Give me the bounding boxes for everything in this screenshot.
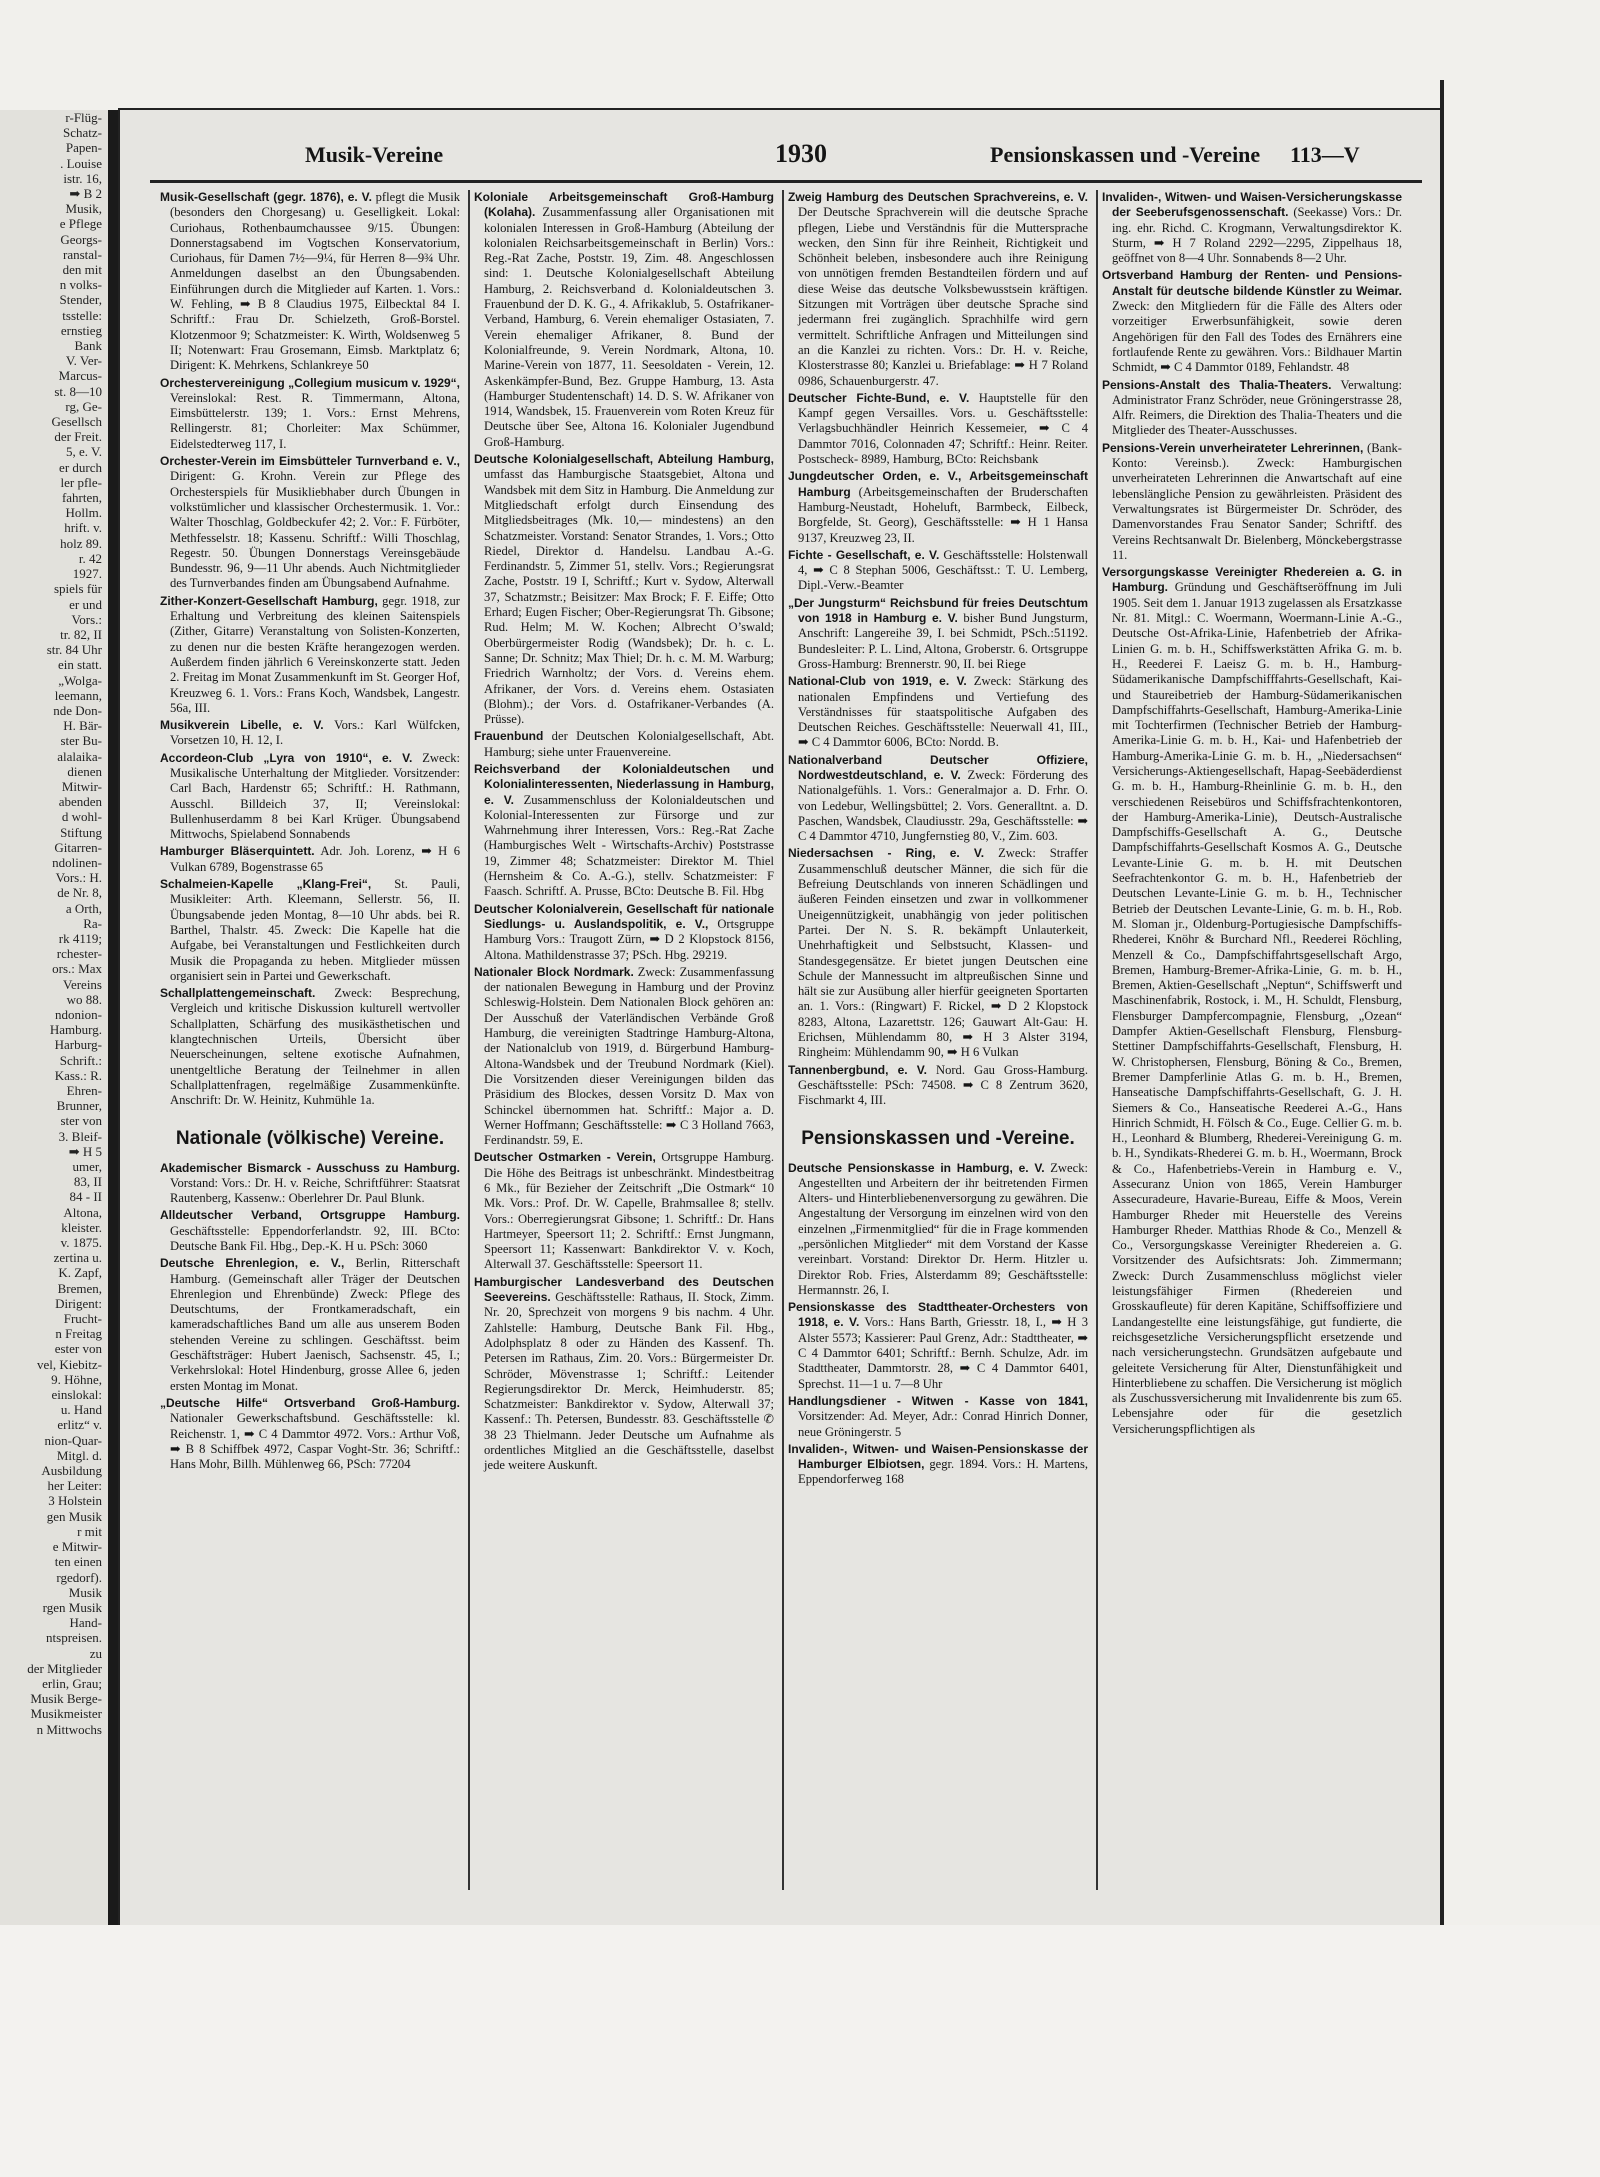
sliver-line: ler pfle- <box>60 474 102 490</box>
entry-name: Handlungsdiener - Witwen - Kasse von 1841, <box>788 1393 1088 1408</box>
directory-entry <box>788 548 1088 594</box>
entry-text: Geschäftsstelle: Rathaus, II. Stock, Zimm. Nr. 20, Sprechzeit von morgens 9 bis nachm. 4 Uhr. Zahlstelle: Hamburg, Deutsche Bank Fil. Hbg., Adolphsplatz 8 oder zu Händen des Kassenf. Th. Petersen im Rathaus, Zim. 20. Vors.: Bürgermeister Dr. Schröder, Mövenstrasse 1; Schriftf.: Leitender Regierungsdirektor Dr. Merck, Heimhuderstr. 85; Schatzmeister: Bankdirektor v. Sydow, Alterwall 37; Kassenf.: Th. Petersen, Bundesstr. 83. Geschäftsstelle ✆ 38 23 Thielmann. Jeder Deutsche um Aufnahme als ordentliches Mitglied an die Geschäftsstelle, daselbst jede weitere Auskunft. <box>484 1290 774 1473</box>
section-heading: Pensionskassen und -Vereine. <box>801 1127 1075 1149</box>
entry-name: National-Club von 1919, e. V. <box>788 674 967 689</box>
sliver-line: Altona, <box>63 1204 102 1220</box>
column-1 <box>160 190 460 1890</box>
sliver-line: Mitwir- <box>61 778 102 794</box>
entry-text: Nationaler Gewerkschaftsbund. Geschäftsstelle: kl. Reichenstr. 1, ➡ C 4 Dammtor 4972. Vors.: Arthur Voß, ➡ B 8 Schiffbek 4972, Caspar Voght-Str. 36; Schriftf.: Hans Mohr, Billh. Mühlenweg 66, PSch: 77204 <box>170 1411 460 1472</box>
directory-entry <box>160 1208 460 1254</box>
directory-entry <box>474 190 774 450</box>
entry-text: (Seekasse) Vors.: Dr. ing. ehr. Richd. C. Krogmann, Verwaltungsdirektor K. Sturm, ➡ H 7 Roland 2292—2295, Zippelhaus 18, geöffnet von 8—4 Uhr. Sonnabends 8—2 Uhr. <box>1112 205 1402 266</box>
sliver-line: n Mittwochs <box>36 1721 102 1737</box>
entry-text: Berlin, Ritterschaft Hamburg. (Gemeinschaft aller Träger der Deutschen Ehrenlegion und Ehrenbünde) Zweck: Pflege des Deutschtums, der Frontkameradschaft, ein kameradschaftliches Band um alle aus unserem Boden stehenden Vereine zu schlingen. Geschäftsst. beim Geschäftsträger: Hubert Jaenisch, Sachsenstr. 45, I.; Verkehrslokal: Hotel Hindenburg, grosse Allee 6, jeden ersten Montag im Monat. <box>170 1256 460 1393</box>
entry-text: Geschäftsstelle: Eppendorferlandstr. 92, III. BCto: Deutsche Bank Fil. Hbg., Dep.-K. H u. PSch: 3060 <box>170 1223 460 1253</box>
column-rule <box>468 190 470 1890</box>
sliver-line: rgen Musik <box>42 1599 102 1615</box>
sliver-line: spiels für <box>53 581 102 597</box>
sliver-line: 9. Höhne, <box>51 1371 102 1387</box>
entry-name: Zweig Hamburg des Deutschen Sprachvereins, e. V. <box>788 190 1088 204</box>
sliver-line: r mit <box>77 1523 102 1539</box>
entry-name: Akademischer Bismarck - Ausschuss zu Hamburg. <box>160 1160 460 1175</box>
sliver-line: Brunner, <box>56 1098 102 1114</box>
sliver-line: r-Flüg- <box>65 110 102 125</box>
sliver-line: Hollm. <box>65 505 102 521</box>
directory-entry <box>788 1394 1088 1440</box>
directory-entry <box>160 718 460 749</box>
sliver-line: wo 88. <box>66 991 102 1007</box>
sliver-line: er und <box>69 596 102 612</box>
entry-name: Hamburger Bläserquintett. <box>160 844 315 859</box>
sliver-line: Schatz- <box>63 125 102 141</box>
sliver-line: . Louise <box>60 155 102 171</box>
sliver-line: der Mitglieder <box>27 1660 102 1676</box>
entry-text: Zweck: Förderung des Nationalgefühls. 1. Vors.: Generalmajor a. D. Frhr. O. von Ledebur, Wellingsbüttel; 2. Vors. Generalltnt. a. D. Paschen, Wandsbek, Claudiusstr. 29a, Geschäftsstelle: ➡ C 4 Dammtor 4710, Jungfernstieg 80, V., Zim. 603. <box>798 767 1088 844</box>
sliver-line: nde Don- <box>53 702 102 718</box>
directory-entry <box>788 1300 1088 1392</box>
sliver-line: erlitz“ v. <box>57 1417 102 1433</box>
sliver-line: ster von <box>60 1113 102 1129</box>
entry-name: Tannenbergbund, e. V. <box>788 1062 927 1077</box>
entry-text: Gründung und Geschäftseröffnung im Juli 1905. Seit dem 1. Januar 1913 zugelassen als Ersatzkasse Nr. 81. Mitgl.: C. Woermann, Woermann-Linie A.-G., Deutsche Ost-Afrika-Linie, Hafenbetrieb der Afrika-Linien G. m. b. H., Schiffswerkstätten Afrika G. m. b. H., Reederei F. Laeisz G. m. b. H., Hamburg-Südamerikanische Dampfschifffahrts-Gesellschaft, Kai- und Staureibetrieb der Hamburg-Südamerikanischen Dampfschiffahrts-Gesellschaft, Hamburg-Amerika-Linie mit Tochterfirmen (Technischer Betrieb der Hamburg-Amerika-Linie G. m. b. H., Kai- und Hafenbetrieb der Hamburg-Amerika-Linie G. m. b. H., „Niedersachsen“ Versicherungs-Aktiengesellschaft, Hapag-Seebäderdienst G. m. b. H., Hamburg-Rheinlinie G. m. b. H., den verschiedenen Reisebüros und Schiffsfrachtenkontoren, der Hamburg-Amerika-Linie), Deutsch-Australische Dampfschiffs-Gesellschaft A. G., Deutsche Dampfschiffahrts-Gesellschaft Kosmos A. G., Deutsche Levante-Linie G. m. b. H. mit Deutschen Seefrachtenkontor G. m. b. H., Hafenbetrieb der Deutschen Levante-Linie G. m. b. H., Technischer Betrieb der Deutschen Levante-Linie, G. m. b. H., Rob. M. Sloman jr., Oldenburg-Portugiesische Dampfschiffs-Rhederei, Knöhr & Burchard Nfl., Reederei Röchling, Menzell & Co., Dampfschiffahrtsgesellschaft Argo, Bremen, Hamburg-Bremer-Afrika-Linie, G. m. b. H., Bremen, Aktien-Gesellschaft „Neptun“, Schiffswerft und Maschinenfabrik, Rostock, i. M., H. Schuldt, Flensburg, Flensburger Dampfercompagnie, Flensburg, „Ozean“ Dampfer Aktien-Gesellschaft Flensburg, Flensburg-Stettiner Dampfschiffahrts-Gesellschaft, Flensburg, H. W. Christophersen, Flensburg, Böning & Co., Bremen, Bremer Dampferlinie Atlas G. m. b. H., Bremen, Hanseatische Dampfschiffahrts-Gesellschaft, G. J. H. Siemers & Co., Hanseatische Reederei A.-G., Hans Hinrich Schmidt, H. Fölsch & Co., Euge. Cellier G. m. b. H., Leonhard & Blumberg, Rhederei-Vereinigung G. m. b. H., Syndikats-Rhederei G. m. b. H., Woermann, Brock & Co., Hafenbetriebs-Verein in Hamburg e. V., Assecuranz Union von 1865, Verein Hamburger Assecuradeure, Havarie-Bureau, Eiffe & Moos, Verein Hamburger Rheder mit Heuerstelle des Vereins Hamburger Rheder. Matthias Rhode & Co., Menzell & Co., Versorgungskasse Vereinigter Rhedereien a. G. Vorsitzender des Aufsichtsrats: Joh. Zimmermann; Zweck: Durch Zusammenschluss möglichst vieler leistungsfähiger Firmen (Rhedereien und Grosskaufleute) für deren Kapitäne, Schiffsoffiziere und Landangestellte eine leistungsfähige, gut fundierte, die reichsgesetzliche Versicherungspflicht ersetzende und nach versicherungstechn. Grundsätzen aufgebaute und geleitete Versicherung für Alter, Dienstunfähigkeit und Hinterbliebene zu schaffen. Die Versicherung ist möglich als Zuschussversicherung mit Invalidenrente bis zum 65. Lebensjahre oder für die gesetzlich Versicherungspflichtigen als <box>1112 580 1402 1436</box>
directory-entry <box>160 594 460 716</box>
entry-name: Accordeon-Club „Lyra von 1910“, e. V. <box>160 750 413 765</box>
directory-entry <box>160 877 460 984</box>
directory-entry <box>788 391 1088 467</box>
sliver-line: nion-Quar- <box>44 1432 102 1448</box>
entry-text: Hauptstelle für den Kampf gegen Versailles. Vors. u. Geschäftsstelle: Verlagsbuchhändler Heinrich Kessemeier, ➡ C 4 Dammtor 7016, Colonnaden 47; Schriftf.: Heinr. Reiter. Postscheck- 8989, Hamburg, BCto: Reichsbank <box>798 390 1088 467</box>
sliver-line: Ehren- <box>66 1083 102 1098</box>
entry-name: Deutsche Ehrenlegion, e. V., <box>160 1256 345 1271</box>
sliver-line: Musik <box>68 1584 102 1600</box>
entry-text: Vereinslokal: Rest. R. Timmermann, Altona, Eimsbüttelerstr. 139; 1. Vors.: Ernst Mehrens, Rellingerstr. 81; Chorleiter: Max Schümmer, Eidelstedterweg 117, I. <box>170 390 460 451</box>
directory-entry <box>474 762 774 900</box>
entry-name: Deutscher Fichte-Bund, e. V. <box>788 390 970 405</box>
sliver-line: r. 42 <box>78 550 102 566</box>
book-gutter <box>108 110 120 1925</box>
entry-name: Versorgungskasse Vereinigter Rhedereien a. G. in Hamburg. <box>1102 565 1402 595</box>
directory-entry <box>160 1396 460 1472</box>
scan-margin <box>0 1925 1600 2177</box>
sliver-line: n Freitag <box>55 1326 102 1342</box>
section-heading: Nationale (völkische) Vereine. <box>175 1127 445 1149</box>
entry-name: Koloniale Arbeitsgemeinschaft Groß-Hamburg (Kolaha). <box>474 190 774 220</box>
sliver-line: Vereins <box>63 976 102 992</box>
sliver-line: ➡ B 2 <box>69 186 102 202</box>
sliver-line: fahrten, <box>61 490 102 506</box>
sliver-line: 1927. <box>72 566 102 582</box>
sliver-line: istr. 16, <box>63 170 102 186</box>
directory-entry <box>160 844 460 875</box>
entry-name: „Der Jungsturm“ Reichsbund für freies Deutschtum von 1918 in Hamburg e. V. <box>788 595 1088 626</box>
entry-name: Nationalverband Deutscher Offiziere, Nordwestdeutschland, e. V. <box>788 752 1088 782</box>
sliver-line: e Mitwir- <box>52 1539 102 1555</box>
sliver-line: Musik, <box>65 201 102 217</box>
sliver-line: dienen <box>67 763 102 779</box>
sliver-line: ➡ H 5 <box>68 1143 102 1159</box>
sliver-line: rchester- <box>56 946 102 962</box>
sliver-line: Musik Berge- <box>30 1691 102 1707</box>
sliver-line: Hand- <box>69 1615 102 1631</box>
entry-name: Schallplattengemeinschaft. <box>160 986 316 1001</box>
entry-name: Alldeutscher Verband, Ortsgruppe Hamburg. <box>160 1208 460 1223</box>
sliver-line: 84 - II <box>69 1189 102 1205</box>
entry-text: Zweck: Stärkung des nationalen Empfindens und Vertiefung des Verständnisses für staatspolitische Aufgaben des Deutschen Reiches. Geschäftsstelle: Neuerwall 41, III., ➡ C 4 Dammtor 6006, BCto: Nordd. B. <box>798 674 1088 750</box>
sliver-line: ernstieg <box>60 322 102 338</box>
sliver-line: Bremen, <box>57 1280 102 1296</box>
sliver-line: Gesellsch <box>51 414 102 430</box>
sliver-line: Dirigent: <box>55 1295 102 1311</box>
entry-name: Pensions-Verein unverheirateter Lehrerinnen, <box>1102 440 1364 455</box>
page-edge <box>1440 80 1444 1940</box>
sliver-line: e Pflege <box>59 216 102 232</box>
directory-entry <box>474 965 774 1149</box>
directory-entry <box>1102 565 1402 1437</box>
directory-entry <box>474 452 774 727</box>
sliver-line: H. Bär- <box>63 718 102 734</box>
entry-name: Musik-Gesellschaft (gegr. 1876), e. V. <box>160 190 372 204</box>
directory-entry <box>788 1063 1088 1109</box>
sliver-line: kleister. <box>61 1219 102 1235</box>
sliver-line: ester von <box>54 1341 102 1357</box>
entry-text: Vorstand: Vors.: Dr. H. v. Reiche, Schriftführer: Staatsrat Rautenberg, Kassenw.: Oberlehrer Dr. Paul Blunk. <box>170 1175 460 1206</box>
entry-text: gegr. 1894. Vors.: H. Martens, Eppendorferweg 168 <box>798 1457 1088 1487</box>
directory-entry <box>160 1161 460 1207</box>
sliver-line: Marcus- <box>58 368 102 384</box>
directory-entry <box>160 751 460 843</box>
sliver-line: einslokal: <box>51 1387 102 1403</box>
entry-text: Zweck: Musikalische Unterhaltung der Mitglieder. Vorsitzender: Carl Bach, Hardenstr 65; Schriftf.: H. Rathmann, Ausschl. Billdeich 37, II; Vereinslokal: Bullenhuserdamm 8 bei Karl Krüger. Übungsabend Mittwochs, Spielabend Sonnabends <box>170 750 460 842</box>
directory-entry <box>1102 378 1402 439</box>
sliver-line: K. Zapf, <box>58 1265 102 1281</box>
sliver-line: 3 Holstein <box>48 1493 102 1509</box>
sliver-line: str. 84 Uhr <box>46 642 102 658</box>
sliver-line: Harburg- <box>54 1037 102 1053</box>
sliver-line: 3. Bleif- <box>58 1128 102 1144</box>
directory-entry <box>788 753 1088 845</box>
entry-text: Zusammenfassung aller Organisationen mit kolonialen Interessen in Groß-Hamburg (Abteilung der kolonialen Reichsarbeitsgemeinschaft in Berlin) Vors.: Reg.-Rat Zache, Poststr. 19, Zim. 48. Angeschlossen sind: 1. Deutsche Kolonialgesellschaft Abteilung Hamburg, 2. Reichsverband d. Kolonialdeutschen 3. Frauenbund der D. K. G., 4. Afrikaklub, 5. Ostafrikaner-Verband, Hamburg, 6. Verein ehemaliger Ostasiaten, 7. Verein ehemaliger Afrikaner, 8. Bund der Kolonialfreunde, 9. Verein Nordmark, Altona, 10. Marine-Verein von 1877, 11. Seesoldaten - Verein, 12. Askenkämpfer-Bund, Bez. Gruppe Hamburg, 13. Asta (Hamburger Studentenschaft) 14. D. S. W. Afrikaner von 1914, Wandsbek, 15. Frauenverein vom Roten Kreuz für Deutsche über See, Altona 16. Kolonialer Jugendbund Groß-Hamburg. <box>484 205 774 449</box>
entry-name: Fichte - Gesellschaft, e. V. <box>788 547 940 562</box>
entry-text: Adr. Joh. Lorenz, ➡ H 6 Vulkan 6789, Bogenstrasse 65 <box>170 844 460 874</box>
sliver-line: u. Hand <box>60 1402 102 1418</box>
sliver-line: de Nr. 8, <box>57 885 102 901</box>
column-3 <box>788 190 1088 1890</box>
directory-entry <box>1102 190 1402 266</box>
directory-entry <box>160 986 460 1108</box>
directory-entry <box>1102 441 1402 563</box>
entry-text: Ortsgruppe Hamburg. Die Höhe des Beitrags ist unbeschränkt. Mindestbeitrag 6 Mk., für Bezieher der Zeitschrift „Die Ostmark“ 10 Mk. Vors.: Prof. Dr. W. Capelle, Brahmsallee 8; stellv. Vors.: Oberregierungsrat Gibsone; 1. Schriftf.: Dr. Hans Hartmeyer, Speersort 11; 2. Schriftf.: Ernst Jungmann, Speersort 11; Kassenwart: Bankdirektor V. v. Koch, Alterwall 37. Geschäftsstelle: Speersort 11. <box>484 1150 774 1272</box>
sliver-line: Vors.: H. <box>55 870 102 886</box>
sliver-line: Schrift.: <box>59 1052 102 1068</box>
entry-name: Niedersachsen - Ring, e. V. <box>788 846 985 861</box>
directory-entry <box>160 454 460 592</box>
entry-text: Nord. Gau Gross-Hamburg. Geschäftsstelle: PSch: 74508. ➡ C 8 Zentrum 3620, Fischmarkt 4, III. <box>798 1062 1088 1108</box>
sliver-line: Papen- <box>65 140 102 156</box>
entry-name: Reichsverband der Kolonialdeutschen und Kolonialinteressenten, Niederlassung in Hamburg, e. V. <box>474 761 774 807</box>
entry-name: Nationaler Block Nordmark. <box>474 964 634 979</box>
sliver-line: V. Ver- <box>65 353 102 369</box>
sliver-line: d wohl- <box>61 809 102 825</box>
directory-entry <box>160 1256 460 1394</box>
directory-entry <box>1102 268 1402 375</box>
entry-text: Zweck: Besprechung, Vergleich und kritische Diskussion kulturell wertvoller Schallplatten, Schärfung des musikästhetischen und klangtechnischen Urteils, Übersicht über Neuerscheinungen, seltene exotische Aufnahmen, unentgeltliche Beratung der Teilnehmer in allen Schallplattenfragen, regelmäßige Zusammenkünfte. Anschrift: Dr. W. Heinitz, Kuhmühle 1a. <box>170 986 460 1108</box>
sliver-line: Stender, <box>59 292 102 308</box>
entry-text: gegr. 1918, zur Erhaltung und Verbreitung des kleinen Saitenspiels (Zither, Gitarre) Veranstaltung von Solisten-Konzerten, zu denen nur die besten Kräfte herangezogen werden. Außerdem finden jährlich 6 Vereinskonzerte statt. Jeden 2. Freitag im Monat Zusammenkunft im St. Georger Hof, Kreuzweg 6. 1. Vors.: Frans Koch, Wandsbek, Langestr. 56a, III. <box>170 593 460 715</box>
directory-entry <box>474 1150 774 1272</box>
sliver-line: Bank <box>74 338 102 354</box>
directory-entry <box>788 846 1088 1060</box>
sliver-line: Musikmeister <box>30 1706 102 1722</box>
sliver-line: her Leiter: <box>47 1478 102 1494</box>
sliver-line: Frucht- <box>63 1311 102 1327</box>
entry-text: umfasst das Hamburgische Staatsgebiet, Altona und Wandsbek mit dem Sitz in Hamburg. Die Anmeldung zur Mitgliedschaft erfolgt durch Einsendung des Mitgliedsbeitrages (Mk. 10,— mindestens) an den Schatzmeister. Vorstand: Senator Strandes, 1. Vors.; Otto Riedel, Direktor d. Handelsu. Landbau A.-G. Ferdinandstr. 5, Zimmer 51, stellv. Vors.; Regierungsrat Zache, Poststr. 19 I, Schriftf.; Kurt v. Sydow, Alterwall 37, Schatzmstr.; Beisitzer: Max Brock; F. F. Eiffe; Otto Erhard; Eugen Fischer; Ober-Regierungsrat Th. Gibsone; Rud. Helm; M. W. Kochen; Albrecht O’swald; Oberbürgermeister Rodig (Wandsbek); Dr. h. c. L. Sanne; Dr. Schnitz; Max Thiel; Dr. h. c. M. M. Warburg; Friedrich Warnholtz; der Vors. d. Vereins ehem. Afrikaner, der Vors. d. Vereins ehem. Ostasiaten (Blohm).; der Vors. d. Ostafrikaner-Verbandes (A. Prüsse). <box>484 467 774 727</box>
sliver-line: Georgs- <box>60 231 102 247</box>
entry-text: Zweck: Zusammenfassung der nationalen Bewegung in Hamburg und der Provinz Schleswig-Holstein. Dem Nationalen Block gehören an: Der Ausschuß der Vaterländischen Verbände Groß Hamburg, die vereinigten Stadtringe Hamburg-Altona, der Nationalclub von 1919, d. Bürgerbund Hamburg-Altona-Wandsbek und der Treubund Nordmark (Kiel). Die Vorsitzenden dieser Vereinigungen bilden das Präsidium des Blockes, dessen Vorsitz D. Max von Schinckel übernommen hat. Schriftf.: Major a. D. Werner Hoffmann; Geschäftsstelle: ➡ C 3 Holland 7663, Ferdinandstr. 59, E. <box>484 964 774 1148</box>
sliver-line: vel, Kiebitz- <box>37 1356 102 1372</box>
entry-name: Pensions-Anstalt des Thalia-Theaters. <box>1102 377 1332 392</box>
sliver-line: alalaika- <box>57 748 102 764</box>
sliver-line: ndonion- <box>55 1006 102 1022</box>
sliver-line: Hamburg. <box>49 1022 102 1038</box>
sliver-line: Ausbildung <box>41 1463 102 1479</box>
entry-text: Geschäftsstelle: Holstenwall 4, ➡ C 8 Stephan 5006, Geschäftsst.: T. U. Lemberg, Dipl.-Verw.-Beamter <box>798 547 1088 593</box>
sliver-line: rg, Ge- <box>65 398 102 414</box>
entry-text: Vorsitzender: Ad. Meyer, Adr.: Conrad Hinrich Donner, neue Gröningerstr. 5 <box>798 1409 1088 1439</box>
sliver-line: ranstal- <box>63 246 102 262</box>
sliver-line: zu <box>89 1645 102 1661</box>
directory-entry <box>788 1442 1088 1488</box>
entry-name: Zither-Konzert-Gesellschaft Hamburg, <box>160 593 378 608</box>
entry-text: der Deutschen Kolonialgesellschaft, Abt. Hamburg; siehe unter Frauenvereine. <box>484 729 774 759</box>
sliver-line: Gitarren- <box>54 839 102 855</box>
directory-entry <box>788 190 1088 389</box>
sliver-line: ntspreisen. <box>46 1630 102 1646</box>
directory-entry <box>474 729 774 760</box>
sliver-line: er durch <box>59 459 102 475</box>
header-right-title: Pensionskassen und -Vereine <box>990 142 1261 167</box>
header-rule <box>150 180 1422 183</box>
column-rule <box>782 190 784 1890</box>
directory-entry <box>474 1275 774 1474</box>
sliver-line: Kass.: R. <box>54 1067 102 1083</box>
sliver-line: erlin, Grau; <box>42 1675 102 1691</box>
entry-name: Invaliden-, Witwen- und Waisen-Versicherungskasse der Seeberufsgenossenschaft. <box>1102 190 1402 220</box>
directory-entry <box>788 596 1088 672</box>
sliver-line: 5, e. V. <box>66 444 102 460</box>
entry-name: Jungdeutscher Orden, e. V., Arbeitsgemeinschaft Hamburg <box>788 469 1088 499</box>
entry-text: Vors.: Hans Barth, Griesstr. 18, I., ➡ H 3 Alster 5573; Kassierer: Paul Grenz, Adr.: Stadttheater, ➡ C 4 Dammtor 6401; Schriftf.: Bernh. Schulze, Adr. im Stadttheater, Dammtorstr. 28, ➡ C 4 Dammtor 6401, Sprechst. 11—1 u. 7—8 Uhr <box>798 1315 1088 1391</box>
entry-name: Deutsche Kolonialgesellschaft, Abteilung Hamburg, <box>474 452 774 467</box>
entry-name: Invaliden-, Witwen- und Waisen-Pensionskasse der Hamburger Elbiotsen, <box>788 1441 1088 1472</box>
entry-text: Zweck: den Mitgliedern für die Fälle des Alters oder vorzeitiger Erwerbsunfähigkeit, sowie deren Angehörigen für den Fall des Todes des Ernährers eine fortlaufende Rente zu gewähren. Vors.: Bildhauer Martin Schmidt, ➡ C 4 Dammtor 0189, Fehlandstr. 48 <box>1112 299 1402 375</box>
entry-name: Deutscher Ostmarken - Verein, <box>474 1150 656 1165</box>
directory-entry <box>474 902 774 963</box>
entry-text: (Arbeitsgemeinschaften der Bruderschaften Hamburg-Neustadt, Hoheluft, Barmbeck, Eilbeck, Borgfelde, St. Georg), Geschäftsstelle: ➡ H 1 Hansa 9137, Kreuzweg 23, II. <box>798 484 1088 545</box>
sliver-line: Vors.: <box>71 611 102 627</box>
entry-text: bisher Bund Jungsturm, Anschrift: Langereihe 39, I. bei Schmidt, PSch.:51192. Bundesleiter: P. L. Lind, Altona, Groberstr. 6. Ortsgruppe Gross-Hamburg: Brennerstr. 90, II. bei Riege <box>798 611 1088 671</box>
sliver-line: rgedorf). <box>56 1569 102 1585</box>
sliver-line: Ra- <box>83 915 102 931</box>
entry-name: Orchester-Verein im Eimsbütteler Turnverband e. V., <box>160 454 460 469</box>
sliver-line: hrift. v. <box>64 520 102 536</box>
sliver-line: umer, <box>72 1159 102 1175</box>
sliver-line: v. 1875. <box>60 1235 102 1251</box>
entry-text: Ortsgruppe Hamburg Vors.: Traugott Zürn, ➡ D 2 Klopstock 8156, Altona. Mathildenstrasse 37; PSch. Hbg. 29219. <box>484 916 774 962</box>
directory-entry <box>160 376 460 452</box>
sliver-line: ster Bu- <box>60 733 102 749</box>
directory-entry <box>788 674 1088 750</box>
sliver-line: st. 8—10 <box>54 383 102 399</box>
entry-text: (Bank-Konto: Vereinsb.). Zweck: Hamburgischen unverheirateten Lehrerinnen die Anwartschaft auf eine lebenslängliche Pension zu gewährleisten. Präsident des Verwaltungsrates ist Bürgermeister Dr. Schröder, des Damenvorstandes Frau Senator Sander; Schriftf. des Vereins Rechtsanwalt Dr. Bielenberg, Mönckebergstrasse 11. <box>1112 440 1402 562</box>
entry-name: „Deutsche Hilfe“ Ortsverband Groß-Hamburg. <box>160 1395 460 1410</box>
sliver-line: tr. 82, II <box>60 626 102 642</box>
entry-text: Verwaltung: Administrator Franz Schröder, neue Gröningerstrasse 28, Alfr. Reimers, die Direktion des Thalia-Theaters und die Mitglieder des Theater-Ausschusses. <box>1112 377 1402 438</box>
entry-name: Deutsche Pensionskasse in Hamburg, e. V. <box>788 1160 1045 1175</box>
entry-name: Musikverein Libelle, e. V. <box>160 718 324 733</box>
directory-entry <box>160 190 460 374</box>
entry-text: St. Pauli, Musikleiter: Arth. Kleemann, Sellerstr. 56, II. Übungsabende jeden Montag, 8—10 Uhr abds. bei R. Barthel, Thalstr. 45. Zweck: Die Kapelle hat die Aufgabe, bei Veranstaltungen und Festlichkeiten durch Musik die Propaganda zu heben. Mitglieder müssen organisiert sein in Partei und Gewerkschaft. <box>170 877 460 983</box>
entry-name: Frauenbund <box>474 729 544 744</box>
running-header <box>150 139 1420 176</box>
column-2 <box>474 190 774 1890</box>
sliver-line: „Wolga- <box>58 672 102 688</box>
sliver-line: holz 89. <box>60 535 102 551</box>
directory-entry <box>788 469 1088 545</box>
entry-name: Hamburgischer Landesverband des Deutschen Seevereins. <box>474 1274 774 1305</box>
sliver-line: leemann, <box>54 687 102 703</box>
sliver-line: ein statt. <box>57 657 102 673</box>
sliver-line: ndolinen- <box>52 854 102 870</box>
sliver-line: 83, II <box>73 1174 102 1190</box>
entry-name: Pensionskasse des Stadttheater-Orchesters von 1918, e. V. <box>788 1300 1088 1330</box>
entry-name: Deutscher Kolonialverein, Gesellschaft für nationale Siedlungs- u. Auslandspolitik, e. V., <box>474 901 774 931</box>
header-left-title: Musik-Vereine <box>305 142 444 167</box>
entry-text: Zweck: Straffer Zusammenschluß deutscher Männer, die sich für die Befreiung Deutschlands von inneren Schädlingen und äußeren Feinden einsetzen und zwar in vollkommener Uneigennützigkeit, unabhängig von jeder politischen Partei. Der N. S. R. bekämpft Unlauterkeit, Unehrhaftigkeit und Selbstsucht, Klassen- und Standesgegensätze. Er bietet jungen Deutschen eine Schule der Mannessucht im altpreußischen Sinne und hält sie zur Ausübung aller hierfür geeigneten Sportarten an. 1. Vors.: (Ringwart) F. Rickel, ➡ D 2 Klopstock 8283, Altona, Lazarettstr. 126; Gauwart Alt-Gau: H. Erichsen, Mühlendamm 80, ➡ H 3 Alster 3194, Ringheim: Mühlendamm 90, ➡ H 6 Vulkan <box>798 846 1088 1060</box>
sliver-line: Mitgl. d. <box>56 1447 102 1463</box>
sliver-line: den mit <box>62 262 102 278</box>
sliver-line: gen Musik <box>46 1508 102 1524</box>
sliver-line: Stiftung <box>60 824 102 840</box>
sliver-line: a Orth, <box>65 900 102 916</box>
sliver-line: ors.: Max <box>52 961 102 977</box>
previous-page-fragment <box>0 110 115 1925</box>
sliver-line: zertina u. <box>53 1250 102 1266</box>
sliver-line: ten einen <box>54 1554 102 1570</box>
column-rule <box>1096 190 1098 1890</box>
entry-name: Ortsverband Hamburg der Renten- und Pensions-Anstalt für deutsche bildende Künstler zu Weimar. <box>1102 268 1402 298</box>
entry-name: Orchestervereinigung „Collegium musicum v. 1929“, <box>160 375 460 390</box>
header-year: 1930 <box>775 139 827 168</box>
entry-text: Dirigent: G. Krohn. Verein zur Pflege des Orchesterspiels für Musikliebhaber durch Übungen in volkstümlicher und klassischer Orchestermusik. 1. Vor.: Walter Thoschlag, Goldbeckufer 42; 2. Vor.: F. Fürböter, Methfesselstr. 18; Kassenu. Schriftf.: Willi Thoschlag, Regestr. 50. Übungen Donnerstags Vereinsgebäude Bundesstr. 96, 9—11 Uhr abends. Auch Nichtmitglieder des Turnverbandes finden am Übungsabend Aufnahme. <box>170 469 460 591</box>
sliver-line: der Freit. <box>54 429 102 445</box>
directory-entry <box>788 1161 1088 1299</box>
sliver-line: tsstelle: <box>62 307 102 323</box>
sliver-line: n volks- <box>59 277 102 293</box>
page-number: 113—V <box>1290 142 1360 167</box>
entry-text: Vors.: Karl Wülfcken, Vorsetzen 10, H. 12, I. <box>170 718 460 748</box>
entry-text: Der Deutsche Sprachverein will die deutsche Sprache pflegen, Liebe und Verständnis für die Muttersprache wecken, den Sinn für ihre Reinheit, Richtigkeit und Schönheit beleben, insbesondere auch ihre Reinigung von unnötigen fremden Bestandteilen fördern und auf diese Weise das deutsche Volksbewusstsein kräftigen. Sitzungen mit Vorträgen über deutsche Sprache sind jedermann frei zugänglich. Sprachhilfe wird gern vermittelt. Schriftliche Anfragen und Mitteilungen sind an die Kanzlei zu richten. Vors.: Dr. H. v. Reiche, Klosterstrasse 80; Kanzlei u. Briefablage: ➡ H 7 Roland 0986, Schauenburgerstr. 47. <box>798 205 1088 388</box>
sliver-line: rk 4119; <box>58 930 102 946</box>
column-4 <box>1102 190 1402 1890</box>
entry-text: Zweck: Angestellten und Arbeitern der ihr beitretenden Firmen Alters- und Hinterbliebenenversorgung zu gewähren. Die Angestaltung der Versorgung im einzelnen wird von den einzelnen „Firmenmitglied“ für die in Frage kommenden „persönlichen Mitglieder“ mit dem Vorstand der Kasse vereinbart. Vorstand: Direktor Dr. Herm. Hitzler u. Direktor Rob. Fries, Alsterdamm 89; Geschäftsstelle: Hermannstr. 26, I. <box>798 1160 1088 1297</box>
entry-name: Schalmeien-Kapelle „Klang-Frei“, <box>160 877 372 892</box>
sliver-line: abenden <box>58 794 102 810</box>
entry-text: pflegt die Musik (besonders den Chorgesang) u. Geselligkeit. Lokal: Curiohaus, Rothenbaumchaussee 9/15. Übungen: Donnerstagsabend im Vogtschen Konservatorium, Curiohaus, für Damen 7½—9¼, für Herren 8—9¾ Uhr. Anmeldungen daselbst an den Übungsabenden. Einführungen durch die Mitglieder auf Karten. 1. Vors.: W. Fehling, ➡ B 8 Claudius 1975, Eilbecktal 84 I. Schriftf.: Frau Dr. Schielzeth, Groß-Borstel. Klotzenmoor 9; Schatzmeister: K. Wirth, Woldsenweg 5 II; Notenwart: Frau Grosemann, Eimsb. Marktplatz 6; Dirigent: K. Mehrkens, Schlankreye 50 <box>170 190 460 373</box>
entry-text: Zusammenschluss der Kolonialdeutschen und Kolonial-Interessenten zur Fürsorge und zur Wahrnehmung ihrer Interessen, Vors.: Reg.-Rat Zache (Hamburgisches Welt - Wirtschafts-Archiv) Poststrasse 19, Zimmer 48; Schatzmeister: Direktor M. Thiel (Hernsheim & Co. A.-G.), stellv. Schatzmeister: F Faasch. Schriftf. A. Prusse, BCto: Deutsche B. Fil. Hbg <box>484 792 774 899</box>
